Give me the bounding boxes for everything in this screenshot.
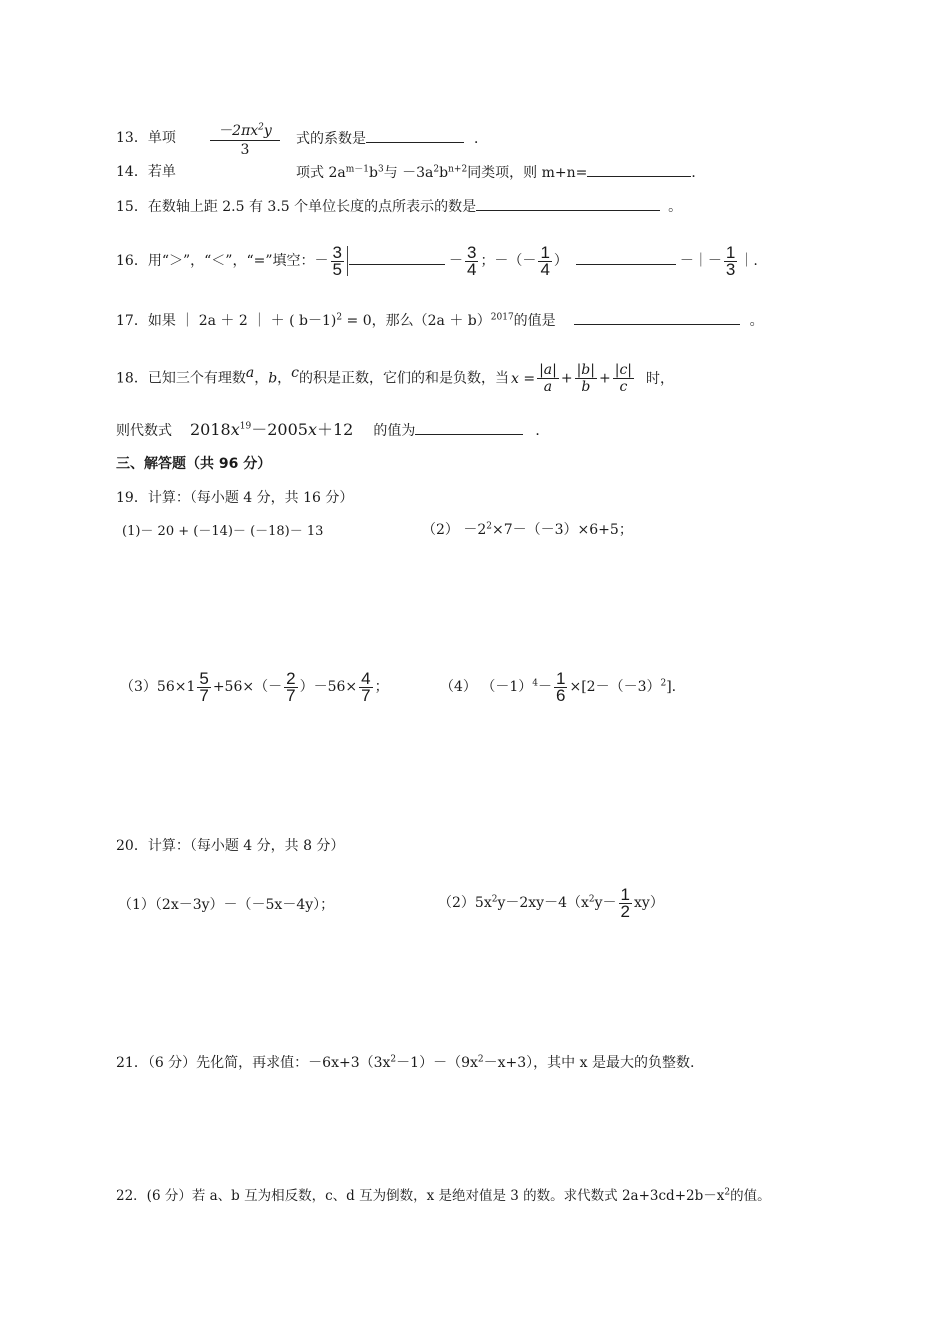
q18-frac-c: $\frac{|c|}{c}$ (614, 362, 633, 396)
question-15: 15．在数轴上距 2.5 有 3.5 个单位长度的点所表示的数是 。 (116, 196, 682, 217)
q16-frac-1: $\frac{3}{5}$ (332, 242, 342, 279)
q14-number: 14．若单 (116, 164, 176, 180)
question-17: 17．如果 ｜ 2a ＋ 2 ｜ ＋ ( b－1)$^2$ = 0，那么$(2a + b)^{2017}$的值是 。 (116, 310, 764, 331)
q20-part-2: $(2)5x^2y-2xy-4(x^2y-$ $\frac{1}{2}$ xy） (438, 884, 664, 921)
q19-part-2: $(2) -2^2\times 7-(-3)\times 6+5$； (422, 521, 633, 538)
q18-frac-a: $\frac{|a|}{a}$ (539, 362, 557, 396)
q13-text: 式的系数是 ． (296, 128, 488, 149)
q13-frac-den: 3 (240, 142, 250, 158)
question-13 (116, 128, 176, 148)
section-3-heading: 三、解答题（共 96 分） (116, 456, 272, 472)
q19-part-1: (1)－ 20 + (－14)－ (－18)－ 13 (122, 524, 324, 539)
q17-answer-blank[interactable] (574, 310, 740, 325)
question-20-title: 20．计算：（每小题 4 分，共 8 分） (116, 838, 345, 854)
q16-frac-3: $\frac{1}{4}$ (540, 242, 550, 279)
q16-blank-2[interactable] (576, 250, 676, 265)
question-14 (116, 162, 176, 182)
q13-fraction: $-2\pi x^2y$ 3 (210, 122, 280, 159)
q13-number: 13．单项 (116, 130, 176, 146)
question-21: 21．（6 分）先化简，再求值：$-6x+3(3x^2-1)-(9x^2-x+3)$，其中 x 是最大的负整数. (116, 1054, 695, 1071)
question-19-title: 19．计算：（每小题 4 分，共 16 分） (116, 490, 354, 506)
q16-frac-2: $\frac{3}{4}$ (466, 242, 477, 279)
question-18: 18．已知三个有理数a，b，c的积是正数，它们的和是负数，当 x = $\frac{|a|}{a}$ + $\frac{|b|}{b}$ + $\frac{|c|}{c}$ 时， (116, 362, 675, 396)
q16-blank-1[interactable] (349, 250, 445, 265)
q13-frac-num: －2πx (218, 123, 259, 139)
q18-answer-blank[interactable] (415, 420, 523, 435)
question-22: 22．(6 分）若 a、b 互为相反数，c、d 互为倒数，x 是绝对值是 3 的数。求代数式 $2a+3cd+2b-x^2$的值。 (116, 1187, 771, 1204)
q14-text: 项式 $2a^{m-1}b^3$与 $-3a^2b^{n+2}$同类项，则 m+n= ． (296, 162, 705, 183)
q19-part-4: （4） $(-1)^4-$ $\frac{1}{6}$ $\times[2-(-3)^2]$. (440, 668, 677, 705)
q18-frac-b: $\frac{|b|}{b}$ (576, 362, 595, 396)
q19-part-3: （3）56×1 $\frac{5}{7}$ +56×（－ $\frac{2}{7}$ ）－56× $\frac{4}{7}$ ； (120, 668, 389, 705)
q15-answer-blank[interactable] (476, 196, 660, 211)
q14-answer-blank[interactable] (587, 162, 691, 177)
q20-part-1: （1）（2x－3y）－（－5x－4y）； (118, 897, 335, 913)
question-16: 16．用“＞”，“＜”，“=”填空：－ $\frac{3}{5}$ － $\frac{3}{4}$ ；－（－ $\frac{1}{4}$ ） －｜－ $\frac{1}{3}$ ｜. (116, 242, 758, 279)
question-18-expression: 则代数式 $2018x^{19}-2005x+12$ 的值为 ． (116, 420, 550, 439)
q13-answer-blank[interactable] (366, 128, 464, 143)
q16-frac-4: $\frac{1}{3}$ (725, 242, 736, 279)
